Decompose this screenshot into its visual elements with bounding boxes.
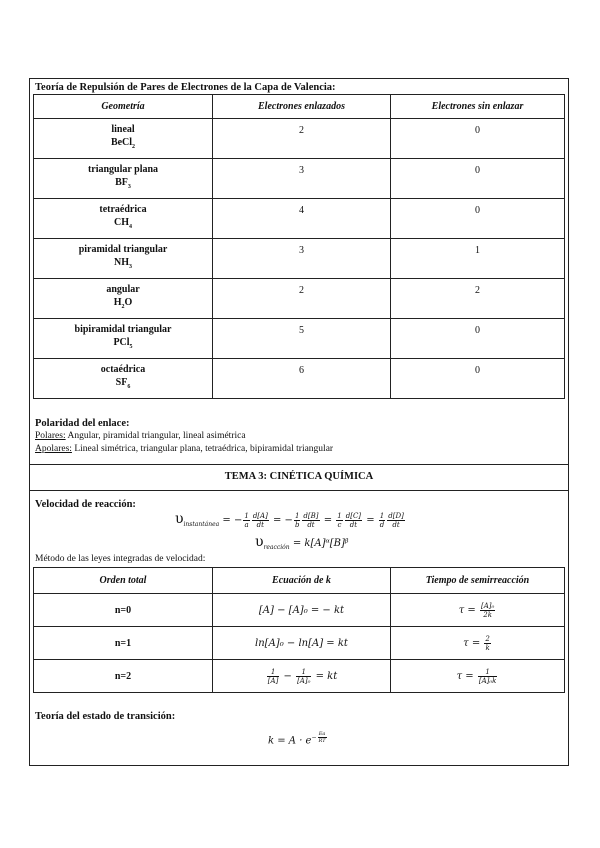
- bonded-count: 3: [213, 159, 391, 199]
- polarity-section: [35, 417, 333, 456]
- geometry-name: lineal: [111, 124, 135, 135]
- rate-equation: $\frac{1}{[A]}$ − $\frac{1}{\text{[A]₀}}$ = kt: [213, 660, 391, 693]
- molecule-formula: $NH_3$: [114, 257, 132, 270]
- velocity-title: Velocidad de reacción:: [35, 499, 136, 510]
- instantaneous-rate-equation: $\upsilon_{instantánea}$ = − $\frac{1}{a}$ $\frac{d[A]}{dt}$ = − $\frac{1}{b}$ $\frac{d[B]}{dt}$ = $\frac{1}{c}$ $\frac{d[C]}{dt}$ = $\frac{1}{d}$ $\frac{d[D]}{dt}$: [175, 511, 404, 529]
- polar-line: [35, 430, 333, 443]
- bonded-count: 4: [213, 199, 391, 239]
- bonded-count: 2: [213, 279, 391, 319]
- vsepr-header-geometry: Geometría: [34, 95, 213, 119]
- bonded-count: 5: [213, 319, 391, 359]
- table-row: [34, 279, 565, 319]
- kinetics-table: [33, 567, 565, 693]
- order-value: n=2: [34, 660, 213, 693]
- lone-count: 2: [391, 279, 565, 319]
- vsepr-header-bonded: Electrones enlazados: [213, 95, 391, 119]
- geometry-name: piramidal triangular: [78, 244, 168, 255]
- lone-count: 0: [391, 359, 565, 399]
- molecule-formula: $BF_3$: [115, 177, 131, 190]
- geometry-name: bipiramidal triangular: [74, 324, 172, 335]
- integrated-label: Método de las leyes integradas de velocidad:: [35, 554, 206, 564]
- bonded-count: 6: [213, 359, 391, 399]
- half-life: τ = $\frac{1}{\text{[A]₀k}}$: [391, 660, 565, 693]
- vsepr-header-lone: Electrones sin enlazar: [391, 95, 565, 119]
- bonded-count: 3: [213, 239, 391, 279]
- order-value: n=0: [34, 594, 213, 627]
- kinetics-header-equation: Ecuación de k: [213, 568, 391, 594]
- lone-count: 0: [391, 119, 565, 159]
- geometry-name: tetraédrica: [99, 204, 147, 215]
- table-row: [34, 199, 565, 239]
- rate-equation: [A] − [A]₀ = − kt: [213, 594, 391, 627]
- molecule-formula: $SF_6$: [115, 377, 131, 390]
- molecule-formula: $H_2O$: [113, 297, 133, 310]
- table-row: [34, 627, 565, 660]
- table-row: [34, 119, 565, 159]
- table-row: [34, 319, 565, 359]
- half-life: τ = $\frac{\text{[A]₀}}{2k}$: [391, 594, 565, 627]
- geometry-name: angular: [106, 284, 140, 295]
- lone-count: 0: [391, 199, 565, 239]
- geometry-name: triangular plana: [87, 164, 159, 175]
- polarity-title: Polaridad del enlace:: [35, 418, 130, 429]
- polar-text: Angular, piramidal triangular, lineal asimétrica: [65, 431, 246, 441]
- rate-law-equation: $\upsilon_{reacción}$ = k[A]ᵅ[B]ᵝ: [255, 534, 349, 551]
- molecule-formula: PCl$_5$: [113, 337, 133, 350]
- arrhenius-equation: $k = A \cdot e^{- \frac{Ea}{RT}}$: [268, 731, 326, 747]
- vsepr-title: Teoría de Repulsión de Pares de Electrones de la Capa de Valencia:: [35, 82, 336, 93]
- molecule-formula: BeCl$_2$: [110, 137, 136, 150]
- table-row: [34, 239, 565, 279]
- apolar-label: Apolares:: [35, 444, 72, 454]
- apolar-line: [35, 443, 333, 456]
- tema3-title: TEMA 3: CINÉTICA QUÍMICA: [224, 471, 374, 482]
- polar-label: Polares:: [35, 431, 66, 441]
- document-frame: [29, 78, 569, 766]
- divider: [30, 464, 568, 465]
- order-value: n=1: [34, 627, 213, 660]
- kinetics-header-halflife: Tiempo de semirreacción: [391, 568, 565, 594]
- table-row: [34, 159, 565, 199]
- rate-equation: ln[A]₀ − ln[A] = kt: [213, 627, 391, 660]
- table-row: [34, 359, 565, 399]
- molecule-formula: $CH_4$: [114, 217, 132, 230]
- lone-count: 0: [391, 319, 565, 359]
- table-row: [34, 594, 565, 627]
- lone-count: 1: [391, 239, 565, 279]
- table-row: [34, 660, 565, 693]
- vsepr-table: [33, 94, 565, 399]
- bonded-count: 2: [213, 119, 391, 159]
- half-life: τ = $\frac{2}{k}$: [391, 627, 565, 660]
- geometry-name: octaédrica: [100, 364, 146, 375]
- divider: [30, 490, 568, 491]
- transition-title: Teoría del estado de transición:: [35, 711, 176, 722]
- kinetics-header-order: Orden total: [34, 568, 213, 594]
- apolar-text: Lineal simétrica, triangular plana, tetraédrica, bipiramidal triangular: [71, 444, 334, 454]
- lone-count: 0: [391, 159, 565, 199]
